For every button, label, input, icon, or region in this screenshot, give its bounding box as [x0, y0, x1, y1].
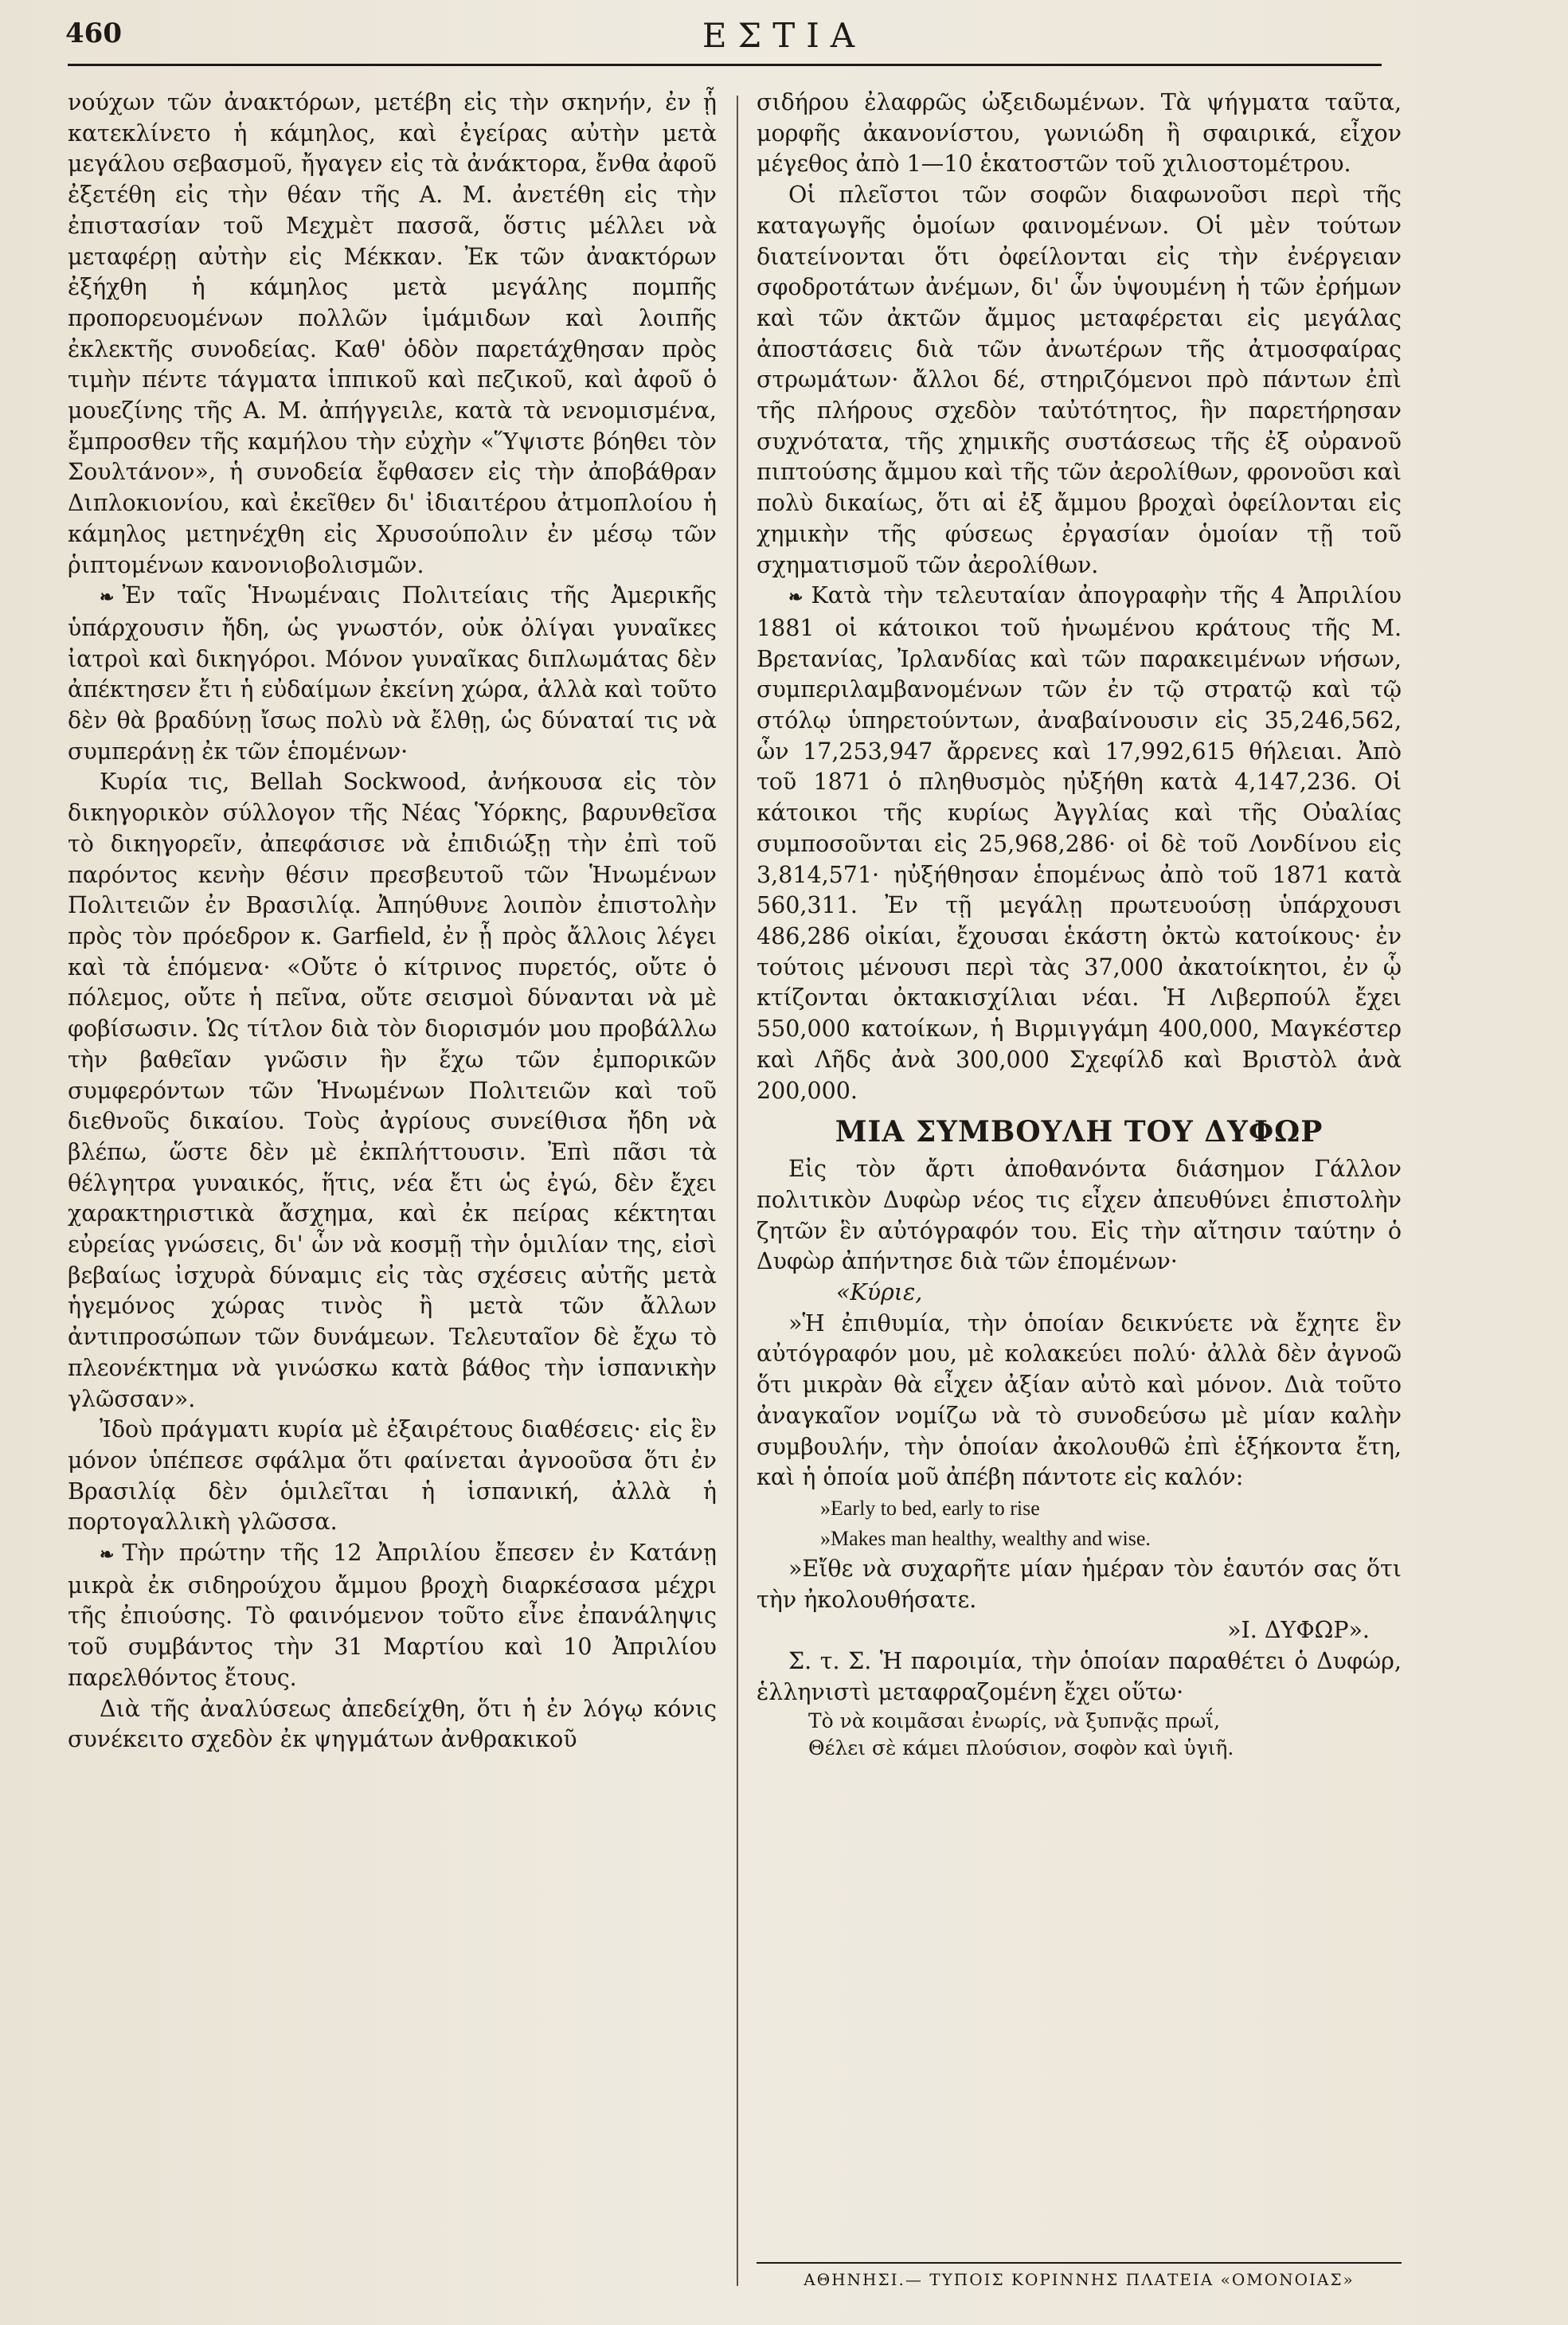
article-headline: ΜΙΑ ΣΥΜΒΟΥΛΗ ΤΟΥ ΔΥΦΩΡ	[835, 1115, 1324, 1149]
right-column-paragraph-text: Οἱ πλεῖστοι τῶν σοφῶν διαφωνοῦσι περὶ τῆς καταγωγῆς ὁμοίων φαινομένων. Οἱ μὲν τούτων διατείνονται ὅτι ὀφείλονται εἰς τὴν ἐνέργειαν σφοδροτάτων ἀνέμων, δι' ὧν ὑψουμένη ἡ τῶν ἐρήμων καὶ τῶν ἀκτῶν ἄμμος μεταφέρεται εἰς μεγάλας ἀποστάσεις διὰ τῶν ἀνωτέρων τῆς ἀτμοσφαίρας στρωμάτων· ἄλλοι δέ, στηριζόμενοι πρὸ πάντων ἐπὶ τῆς πλήρους σχεδὸν ταὐτότητος, ἣν παρετήρησαν συχνότατα, τῆς χημικῆς συστάσεως τῆς ἐξ οὐρανοῦ πιπτούσης ἄμμου καὶ τῆς τῶν ἀερολίθων, φρονοῦσι καὶ πολὺ δικαίως, ὅτι αἱ ἐξ ἄμμου βροχαὶ ὀφείλονται εἰς χημικὴν τῆς φύσεως ἐργασίαν ὁμοίαν τῇ τοῦ σχηματισμοῦ τῶν ἀερολίθων.	[757, 182, 1402, 578]
english-proverb-line-1: »Early to bed, early to rise	[820, 1496, 1040, 1520]
article-intro: Εἰς τὸν ἄρτι ἀποθανόντα διάσημον Γάλλον πολιτικὸν Δυφὼρ νέος τις εἶχεν ἀπευθύνει ἐπιστολὴν ζητῶν ἓν αὐτόγραφόν του. Εἰς τὴν αἴτησιν ταύτην ὁ Δυφὼρ ἀπήντησε διὰ τῶν ἑπομένων·	[757, 1156, 1402, 1275]
left-column-paragraph-text: νούχων τῶν ἀνακτόρων, μετέβη εἰς τὴν σκηνήν, ἐν ᾗ κατεκλίνετο ἡ κάμηλος, καὶ ἐγείρας αὐτὴν μετὰ μεγάλου σεβασμοῦ, ἤγαγεν εἰς τὰ ἀνάκτορα, ἔνθα ἀφοῦ ἐξετέθη εἰς τὴν θέαν τῆς Α. Μ. ἀνετέθη εἰς τὴν ἐπιστασίαν τοῦ Μεχμὲτ πασσᾶ, ὅστις μέλλει νὰ μεταφέρῃ αὐτὴν εἰς Μέκκαν. Ἐκ τῶν ἀνακτόρων ἐξήχθη ἡ κάμηλος μετὰ μεγάλης πομπῆς προπορευομένων πολλῶν ἱμάμιδων καὶ λοιπῆς ἐκλεκτῆς συνοδείας. Καθ' ὁδὸν παρετάχθησαν πρὸς τιμὴν πέντε τάγματα ἱππικοῦ καὶ πεζικοῦ, καὶ ἀφοῦ ὁ μουεζίνης τῆς Α. Μ. ἀπήγγειλε, κατὰ τὰ νενομισμένα, ἔμπροσθεν τῆς καμήλου τὴν εὐχὴν «Ὕψιστε βόηθει τὸν Σουλτάνον», ἡ συνοδεία ἔφθασεν εἰς τὴν ἀποβάθραν Διπλοκιονίου, καὶ ἐκεῖθεν δι' ἰδιαιτέρου ἀτμοπλοίου ἡ κάμηλος μετηνέχθη εἰς Χρυσούπολιν ἐν μέσῳ τῶν ῥιπτομένων κανονιοβολισμῶν.	[68, 89, 717, 578]
left-column-paragraph	[68, 1694, 717, 1755]
right-column-paragraph	[757, 88, 1402, 180]
right-column-paragraph-text: Κατὰ τὴν τελευταίαν ἀπογραφὴν τῆς 4 Ἀπριλίου 1881 οἱ κάτοικοι τοῦ ἡνωμένου κράτους τῆς Μ. Βρετανίας, Ἰρλανδίας καὶ τῶν παρακειμένων νήσων, συμπεριλαμβανομένων τῶν ἐν τῷ στρατῷ καὶ τῷ στόλῳ ὑπηρετούντων, ἀναβαίνουσιν εἰς 35,246,562, ὧν 17,253,947 ἄρρενες καὶ 17,992,615 θήλειαι. Ἀπὸ τοῦ 1871 ὁ πληθυσμὸς ηὐξήθη κατὰ 4,147,236. Οἱ κάτοικοι τῆς κυρίως Ἀγγλίας καὶ τῆς Οὐαλίας συμποσοῦνται εἰς 25,968,286· οἱ δὲ τοῦ Λονδίνου εἰς 3,814,571· ηὐξήθησαν ἑπομένως ἀπὸ τοῦ 1871 κατὰ 560,311. Ἐν τῇ μεγάλῃ πρωτευούσῃ ὑπάρχουσι 486,286 οἰκίαι, ἔχουσαι ἑκάστη ὀκτὼ κατοίκους· ἐν τούτοις μένουσι περὶ τὰς 37,000 ἀκατοίκητοι, ἐν ᾧ κτίζονται ὀκτακισχίλιαι νέαι. Ἡ Λιβερπούλ ἔχει 550,000 κατοίκων, ἡ Βιρμιγγάμη 400,000, Μαγκέστερ καὶ Λῆδς ἀνὰ 300,000 Σχεφίλδ καὶ Βριστὸλ ἀνὰ 200,000.	[757, 582, 1402, 1104]
section-ornament-icon: ❧	[100, 1544, 115, 1566]
left-column-paragraph	[68, 1415, 717, 1538]
greek-proverb-line-1: Τὸ νὰ κοιμᾶσαι ἐνωρίς, νὰ ξυπνᾷς πρωΐ,	[808, 1709, 1221, 1733]
left-column-paragraph-text: Τὴν πρώτην τῆς 12 Ἀπριλίου ἔπεσεν ἐν Κατάνῃ μικρὰ ἐκ σιδηρούχου ἄμμου βροχὴ διαρκέσασα μέχρι τῆς ἐπιούσης. Τὸ φαινόμενον τοῦτο εἶνε ἐπανάληψις τοῦ συμβάντος τὴν 31 Μαρτίου καὶ 10 Ἀπριλίου παρελθόντος ἔτους.	[68, 1540, 717, 1691]
left-column-paragraph	[68, 88, 717, 581]
right-column-paragraphs	[757, 88, 1402, 1106]
left-column-paragraph	[68, 581, 717, 767]
left-column	[68, 88, 717, 1755]
greek-proverb-line-2: Θέλει σὲ κάμει πλούσιον, σοφὸν καὶ ὑγιῆ.	[808, 1736, 1234, 1760]
printer-imprint: ΑΘΗΝΗΣΙ.— ΤΥΠΟΙΣ ΚΟΡΙΝΝΗΣ ΠΛΑΤΕΙΑ «ΟΜΟΝΟΙΑΣ»	[804, 2270, 1355, 2289]
page-number: 460	[65, 18, 122, 49]
left-column-paragraph-text: Διὰ τῆς ἀναλύσεως ἀπεδείχθη, ὅτι ἡ ἐν λόγῳ κόνις συνέκειτο σχεδὸν ἐκ ψηγμάτων ἀνθρακικοῦ	[68, 1695, 717, 1753]
left-column-paragraph-text: Ἰδοὺ πράγματι κυρία μὲ ἐξαιρέτους διαθέσεις· εἰς ἓν μόνον ὑπέπεσε σφάλμα ὅτι φαίνεται ἀγνοοῦσα ὅτι ἐν Βρασιλίᾳ δὲν ὁμιλεῖται ἡ ἱσπανική, ἀλλὰ ἡ πορτογαλλικὴ γλῶσσα.	[68, 1416, 717, 1536]
right-column-paragraph-text: σιδήρου ἐλαφρῶς ὠξειδωμένων. Τὰ ψήγματα ταῦτα, μορφῆς ἀκανονίστου, γωνιώδη ἢ σφαιρικά, εἶχον μέγεθος ἀπὸ 1—10 ἑκατοστῶν τοῦ χιλιοστομέτρου.	[757, 89, 1402, 178]
section-ornament-icon: ❧	[100, 587, 115, 609]
left-column-paragraph	[68, 767, 717, 1415]
left-column-paragraph-text: Ἐν ταῖς Ἡνωμέναις Πολιτείαις τῆς Ἀμερικῆς ὑπάρχουσιν ἤδη, ὡς γνωστόν, οὐκ ὀλίγαι γυναῖκες ἰατροὶ καὶ δικηγόροι. Μόνον γυναῖκας διπλωμάτας δὲν ἀπέκτησεν ἔτι ἡ εὐδαίμων ἐκείνη χώρα, ἀλλὰ καὶ τοῦτο δὲν θὰ βραδύνῃ ἴσως πολὺ νὰ ἔλθῃ, ὡς δύναταί τις νὰ συμπεράνῃ ἐκ τῶν ἑπομένων·	[68, 582, 717, 765]
english-proverb-line-2: »Makes man healthy, wealthy and wise.	[820, 1526, 1151, 1550]
column-divider	[737, 96, 738, 2286]
right-column-paragraph	[757, 581, 1402, 1106]
left-column-paragraph-text: Κυρία τις, Bellah Sockwood, ἀνήκουσα εἰς τὸν δικηγορικὸν σύλλογον τῆς Νέας Ὑόρκης, βαρυνθεῖσα τὸ δικηγορεῖν, ἀπεφάσισε νὰ ἐπιδιώξῃ τὴν ἐπὶ τοῦ παρόντος κενὴν θέσιν πρεσβευτοῦ τῶν Ἡνωμένων Πολιτειῶν ἐν Βρασιλίᾳ. Ἀπηύθυνε λοιπὸν ἐπιστολὴν πρὸς τὸν πρόεδρον κ. Garfield, ἐν ᾗ πρὸς ἄλλοις λέγει καὶ τὰ ἑπόμενα· «Οὔτε ὁ κίτρινος πυρετός, οὔτε ὁ πόλεμος, οὔτε ἡ πεῖνα, οὔτε σεισμοὶ δύνανται νὰ μὲ φοβίσωσιν. Ὡς τίτλον διὰ τὸν διορισμόν μου προβάλλω τὴν βαθεῖαν γνῶσιν ἣν ἔχω τῶν ἐμπορικῶν συμφερόντων τῶν Ἡνωμένων Πολιτειῶν καὶ τοῦ διεθνοῦς δικαίου. Τοὺς ἀγρίους συνείθισα ἤδη νὰ βλέπω, ὥστε δὲν μὲ ἐκπλήττουσιν. Ἐπὶ πᾶσι τὰ θέλγητρα γυναικός, ἥτις, νέα ἔτι ὡς ἐγώ, δὲν ἔχει χαρακτηριστικὰ ἄσχημα, καὶ ἐκ πείρας κέκτηται εὐρείας γνώσεις, δι' ὧν νὰ κοσμῇ τὴν ὁμιλίαν της, εἰσὶ βεβαίως ἰσχυρὰ δύναμις εἰς τὰς σχέσεις αὐτῆς μετὰ ἡγεμόνος χώρας τινὸς ἢ μετὰ τῶν ἄλλων ἀντιπροσώπων τῶν δυνάμεων. Τελευταῖον δὲ ἔχω τὸ πλεονέκτημα νὰ γινώσκω κατὰ βάθος τὴν ἱσπανικὴν γλῶσσαν».	[68, 769, 717, 1412]
right-column	[757, 88, 1402, 1762]
header-rule	[68, 64, 1382, 66]
letter-closing: »Εἴθε νὰ συχαρῆτε μίαν ἡμέραν τὸν ἑαυτόν σας ὅτι τὴν ἠκολουθήσατε.	[757, 1555, 1402, 1613]
footer-rule	[757, 2262, 1402, 2264]
letter-body: »Ἡ ἐπιθυμία, τὴν ὁποίαν δεικνύετε νὰ ἔχητε ἓν αὐτόγραφόν μου, μὲ κολακεύει πολύ· ἀλλὰ δὲν ἀγνοῶ ὅτι μικρὰν θὰ εἶχεν ἀξίαν αὐτὸ καὶ μόνον. Διὰ τοῦτο ἀναγκαῖον νομίζω νὰ τὸ συνοδεύσω μὲ μίαν καλὴν συμβουλήν, τὴν ὁποίαν ἀκολουθῶ ἐπὶ ἑξήκοντα ἔτη, καὶ ἡ ὁποία μοῦ ἀπέβη πάντοτε εἰς καλόν:	[757, 1309, 1402, 1491]
left-column-paragraph	[68, 1538, 717, 1694]
letter-signature: »Ι. ΔΥΦΩΡ».	[1227, 1617, 1370, 1644]
editor-note: Σ. τ. Σ. Ἡ παροιμία, τὴν ὁποίαν παραθέτει ὁ Δυφώρ, ἑλληνιστὶ μεταφραζομένη ἔχει οὕτω·	[757, 1648, 1402, 1705]
right-column-paragraph	[757, 180, 1402, 581]
journal-title: ΕΣΤΙΑ	[702, 16, 866, 55]
letter-salutation: «Κύριε,	[836, 1279, 923, 1306]
section-ornament-icon: ❧	[788, 587, 804, 609]
